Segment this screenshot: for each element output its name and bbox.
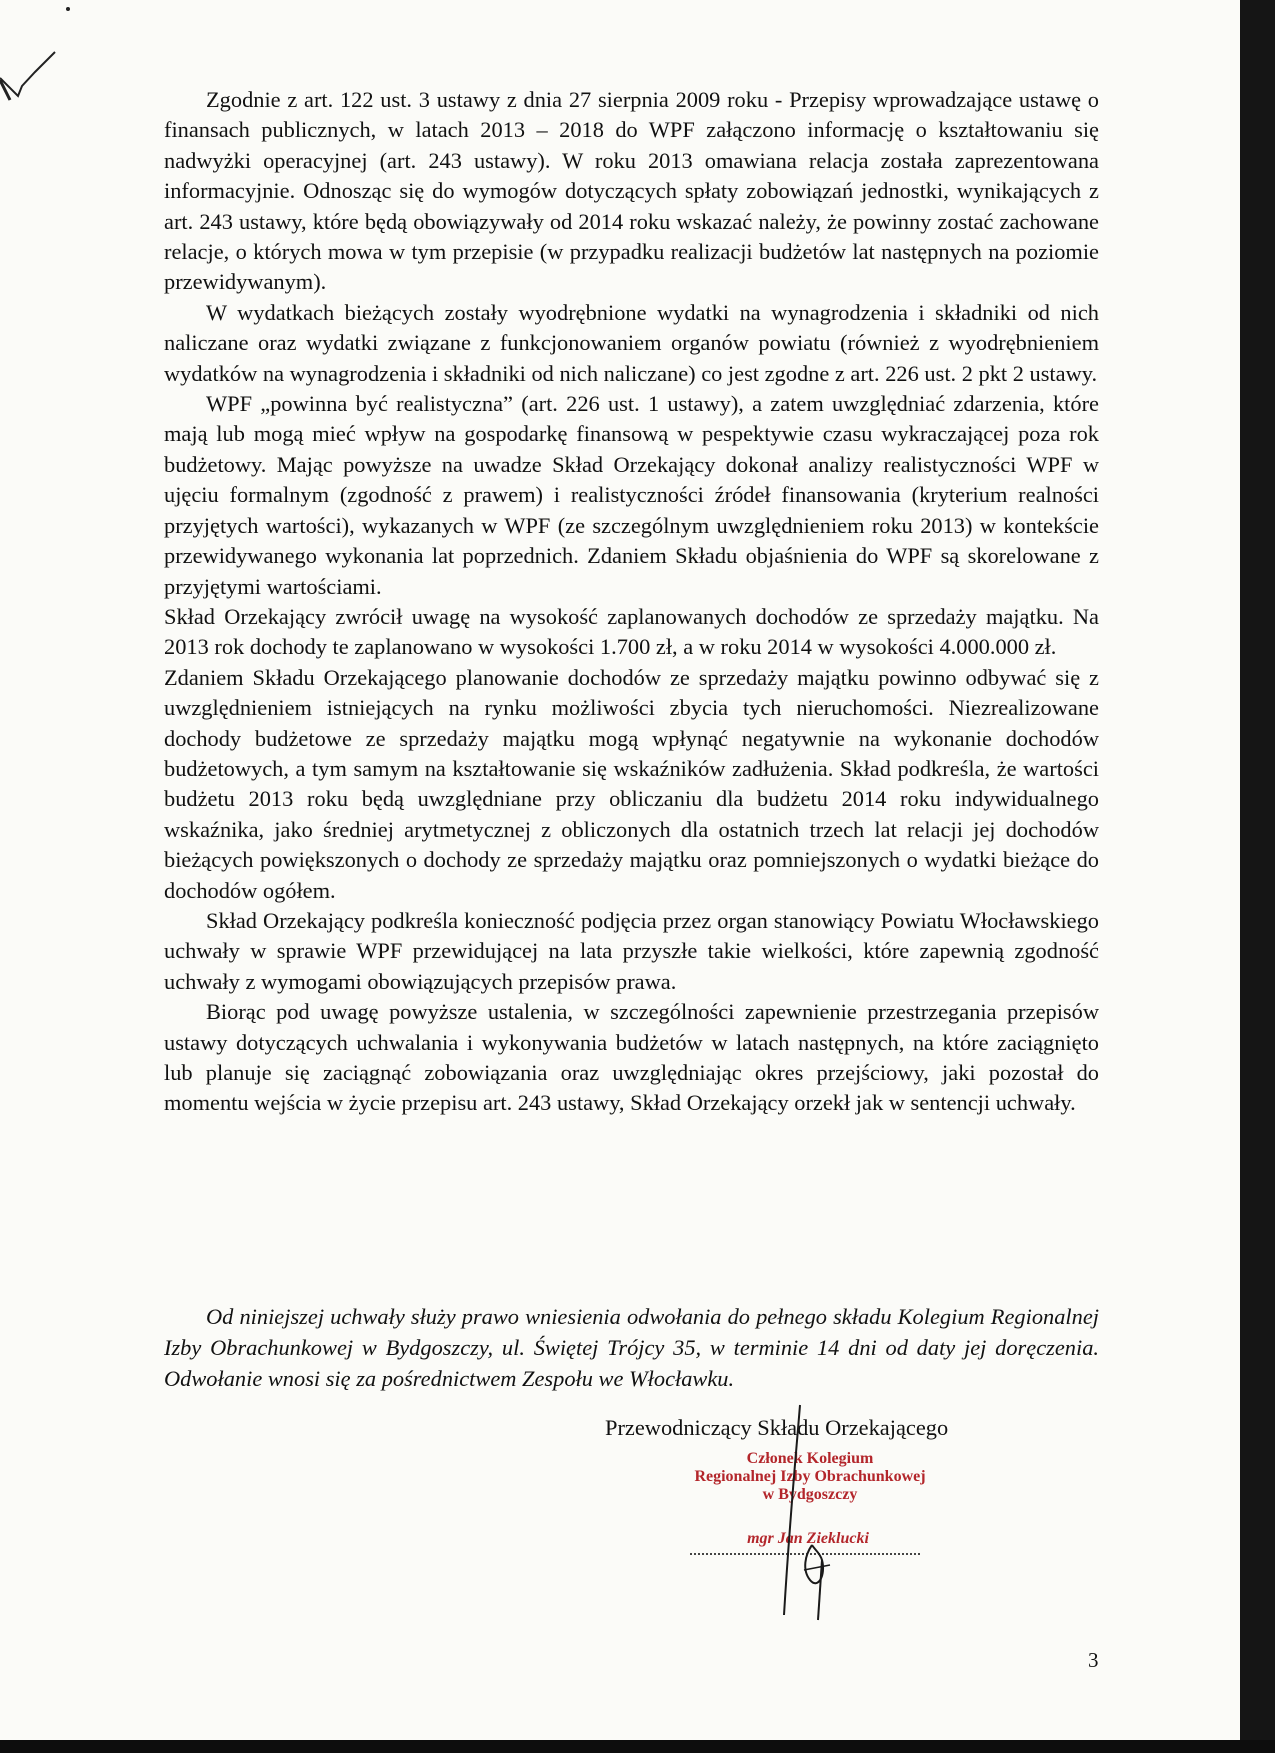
stamp-name: mgr Jan Zieklucki [747,1530,869,1547]
paragraph: Zdaniem Składu Orzekającego planowanie dochodów ze sprzedaży majątku powinno odbywać się z uwzględnieniem istniejących na rynku możliwości zbycia tych nieruchomości. Niezrealizowane dochody budżetowe ze sprzedaży majątku mogą wpłynąć negatywnie na wykonanie dochodów budżetowych, a tym samym na kształtowanie się wskaźników zadłużenia. Skład podkreśla, że wartości budżetu 2013 roku będą uwzględniane przy obliczaniu dla budżetu 2014 roku indywidualnego wskaźnika, jako średniej arytmetycznej z obliczonych dla ostatnich trzech lat relacji jej dochodów bieżących powiększonych o dochody ze sprzedaży majątku oraz pomniejszonych o wydatki bieżące do dochodów ogółem. [164,664,1099,903]
page-number: 3 [1088,1648,1099,1672]
paragraph: Zgodnie z art. 122 ust. 3 ustawy z dnia 27 sierpnia 2009 roku - Przepisy wprowadzające ustawę o finansach publicznych, w latach 2013 – 2018 do WPF załączono informację o kształtowaniu się nadwyżki operacyjnej (art. 243 ustawy). W roku 2013 omawiana relacja została zaprezentowana informacyjnie. Odnosząc się do wymogów dotyczących spłaty zobowiązań jednostki, wynikających z art. 243 ustawy, które będą obowiązywały od 2014 roku wskazać należy, że powinny zostać zachowane relacje, o których mowa w tym przepisie (w przypadku realizacji budżetów lat następnych na poziomie przewidywanym). [164,87,1099,295]
stamp-line: Członek Kolegium [746,1450,874,1467]
paragraph: WPF „powinna być realistyczna” (art. 226 ust. 1 ustawy), a zatem uwzględniać zdarzenia, które mają lub mogą mieć wpływ na gospodarkę finansową w pespektywie czasu wykraczającej poza rok budżetowy. Mając powyższe na uwadze Skład Orzekający dokonał analizy realistyczności WPF w ujęciu formalnym (zgodność z prawem) i realistyczności źródeł finansowania (kryterium realności przyjętych wartości), wykazanych w WPF (ze szczególnym uwzględnieniem roku 2013) w kontekście przewidywanego wykonania lat poprzednich. Zdaniem Składu objaśnienia do WPF są skorelowane z przyjętymi wartościami. [164,391,1099,599]
signature-title: Przewodniczący Składu Orzekającego [605,1415,949,1440]
paragraph: Biorąc pod uwagę powyższe ustalenia, w szczególności zapewnienie przestrzegania przepisów ustawy dotyczących uchwalania i wykonywania budżetów w latach następnych, na które zaciągnięto lub planuje się zaciągnąć zobowiązania oraz uwzględniając okres przejściowy, jaki pozostał do momentu wejścia w życie przepisu art. 243 ustawy, Skład Orzekający orzekł jak w sentencji uchwały. [164,999,1099,1116]
body-text [164,85,1099,1119]
handwritten-signature [760,1395,870,1625]
paragraph: W wydatkach bieżących zostały wyodrębnione wydatki na wynagrodzenia i składniki od nich naliczane oraz wydatki związane z funkcjonowaniem organów powiatu (również z wyodrębnieniem wydatków na wynagrodzenia i składniki od nich naliczane) co jest zgodne z art. 226 ust. 2 pkt 2 ustawy. [164,299,1099,386]
scan-corner-mark [0,0,80,110]
stamp-line: w Bydgoszczy [762,1486,858,1503]
stamp-line: Regionalnej Izby Obrachunkowej [694,1468,926,1485]
paragraph: Skład Orzekający zwrócił uwagę na wysokość zaplanowanych dochodów ze sprzedaży majątku. Na 2013 rok dochody te zaplanowano w wysokości 1.700 zł, a w roku 2014 w wysokości 4.000.000 zł. [164,603,1099,660]
appeal-note: Od niniejszej uchwały służy prawo wniesienia odwołania do pełnego składu Kolegium Regionalnej Izby Obrachunkowej w Bydgoszczy, ul. Świętej Trójcy 35, w terminie 14 dni od daty jej doręczenia. Odwołanie wnosi się za pośrednictwem Zespołu we Włocławku. [164,1304,1099,1391]
scan-border-right [1240,0,1275,1753]
scan-border-bottom [0,1740,1275,1753]
paragraph: Skład Orzekający podkreśla konieczność podjęcia przez organ stanowiący Powiatu Włocławskiego uchwały w sprawie WPF przewidującej na lata przyszłe takie wielkości, które zapewnią zgodność uchwały z wymogami obowiązujących przepisów prawa. [164,907,1099,994]
